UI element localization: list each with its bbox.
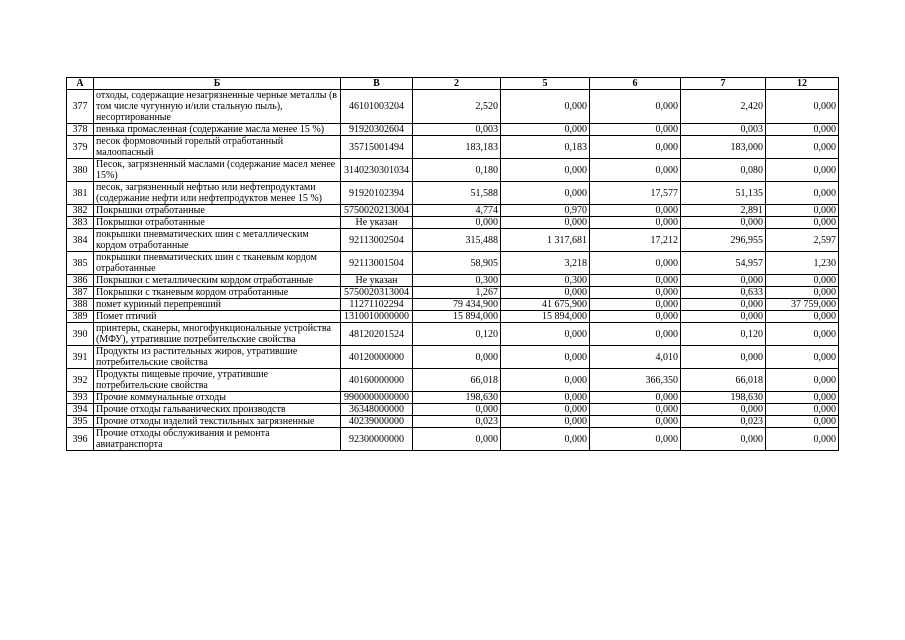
waste-code: 3140230301034 [341, 159, 413, 182]
col-5-value: 15 894,000 [501, 311, 590, 323]
row-number: 394 [67, 404, 94, 416]
col-5-value: 0,000 [501, 159, 590, 182]
col-6-value: 0,000 [590, 428, 681, 451]
waste-name: отходы, содержащие незагрязненные черные металлы (в том числе чугунную и/или стальную пыль), несортированные [94, 90, 341, 124]
col-7-value: 54,957 [681, 252, 766, 275]
col-7-value: 0,000 [681, 346, 766, 369]
row-number: 379 [67, 136, 94, 159]
row-number: 388 [67, 299, 94, 311]
col-7-value: 2,891 [681, 205, 766, 217]
waste-name: пенька промасленная (содержание масла менее 15 %) [94, 124, 341, 136]
header-cell-6: 6 [590, 78, 681, 90]
col-6-value: 17,212 [590, 229, 681, 252]
col-5-value: 0,000 [501, 392, 590, 404]
col-2-value: 0,000 [413, 217, 501, 229]
table-row [67, 416, 839, 428]
waste-code: 91920102394 [341, 182, 413, 205]
row-number: 384 [67, 229, 94, 252]
waste-name: песок формовочный горелый отработанный малоопасный [94, 136, 341, 159]
col-7-value: 198,630 [681, 392, 766, 404]
header-cell-v: В [341, 78, 413, 90]
col-12-value: 0,000 [766, 346, 839, 369]
col-6-value: 0,000 [590, 136, 681, 159]
col-12-value: 37 759,000 [766, 299, 839, 311]
row-number: 396 [67, 428, 94, 451]
row-number: 385 [67, 252, 94, 275]
table-row [67, 159, 839, 182]
waste-name: Покрышки отработанные [94, 205, 341, 217]
col-7-value: 0,120 [681, 323, 766, 346]
col-5-value: 0,000 [501, 182, 590, 205]
col-12-value: 0,000 [766, 392, 839, 404]
table-row [67, 90, 839, 124]
col-2-value: 1,267 [413, 287, 501, 299]
col-7-value: 0,000 [681, 217, 766, 229]
col-12-value: 1,230 [766, 252, 839, 275]
col-2-value: 4,774 [413, 205, 501, 217]
col-12-value: 0,000 [766, 205, 839, 217]
col-5-value: 0,970 [501, 205, 590, 217]
col-5-value: 1 317,681 [501, 229, 590, 252]
col-5-value: 0,000 [501, 369, 590, 392]
table-body [67, 90, 839, 451]
header-cell-a: А [67, 78, 94, 90]
row-number: 387 [67, 287, 94, 299]
col-6-value: 0,000 [590, 311, 681, 323]
header-cell-2: 2 [413, 78, 501, 90]
col-2-value: 198,630 [413, 392, 501, 404]
col-5-value: 0,000 [501, 90, 590, 124]
col-12-value: 0,000 [766, 90, 839, 124]
col-7-value: 183,000 [681, 136, 766, 159]
waste-name: покрышки пневматических шин с тканевым кордом отработанные [94, 252, 341, 275]
row-number: 392 [67, 369, 94, 392]
table-row [67, 229, 839, 252]
col-5-value: 3,218 [501, 252, 590, 275]
col-7-value: 0,000 [681, 428, 766, 451]
table-row [67, 299, 839, 311]
waste-code: 40120000000 [341, 346, 413, 369]
col-2-value: 0,300 [413, 275, 501, 287]
table-row [67, 369, 839, 392]
col-5-value: 0,000 [501, 416, 590, 428]
row-number: 382 [67, 205, 94, 217]
col-6-value: 0,000 [590, 159, 681, 182]
row-number: 381 [67, 182, 94, 205]
waste-code: 11271102294 [341, 299, 413, 311]
col-5-value: 0,000 [501, 124, 590, 136]
waste-name: Прочие отходы обслуживания и ремонта авиатранспорта [94, 428, 341, 451]
col-5-value: 0,300 [501, 275, 590, 287]
row-number: 393 [67, 392, 94, 404]
row-number: 380 [67, 159, 94, 182]
waste-code: 40160000000 [341, 369, 413, 392]
col-2-value: 58,905 [413, 252, 501, 275]
col-7-value: 0,080 [681, 159, 766, 182]
col-7-value: 51,135 [681, 182, 766, 205]
waste-name: Покрышки с металлическим кордом отработанные [94, 275, 341, 287]
col-7-value: 0,023 [681, 416, 766, 428]
waste-code: 92300000000 [341, 428, 413, 451]
col-6-value: 0,000 [590, 416, 681, 428]
table-header [67, 78, 839, 90]
table-row [67, 392, 839, 404]
col-2-value: 0,000 [413, 428, 501, 451]
col-12-value: 0,000 [766, 428, 839, 451]
waste-code: 46101003204 [341, 90, 413, 124]
col-12-value: 0,000 [766, 311, 839, 323]
header-cell-b: Б [94, 78, 341, 90]
col-12-value: 0,000 [766, 323, 839, 346]
col-2-value: 0,120 [413, 323, 501, 346]
col-2-value: 66,018 [413, 369, 501, 392]
col-2-value: 51,588 [413, 182, 501, 205]
col-2-value: 183,183 [413, 136, 501, 159]
header-cell-12: 12 [766, 78, 839, 90]
col-12-value: 0,000 [766, 182, 839, 205]
col-12-value: 0,000 [766, 217, 839, 229]
waste-name: Продукты из растительных жиров, утратившие потребительские свойства [94, 346, 341, 369]
waste-code: 40239000000 [341, 416, 413, 428]
col-7-value: 0,003 [681, 124, 766, 136]
waste-code: 36348000000 [341, 404, 413, 416]
header-row [67, 78, 839, 90]
col-6-value: 0,000 [590, 299, 681, 311]
waste-name: покрышки пневматических шин с металлическим кордом отработанные [94, 229, 341, 252]
row-number: 378 [67, 124, 94, 136]
waste-code: Не указан [341, 217, 413, 229]
table-row [67, 252, 839, 275]
waste-name: Прочие отходы гальванических производств [94, 404, 341, 416]
col-7-value: 0,633 [681, 287, 766, 299]
col-6-value: 0,000 [590, 205, 681, 217]
row-number: 391 [67, 346, 94, 369]
table-row [67, 217, 839, 229]
waste-code: 35715001494 [341, 136, 413, 159]
table-row [67, 275, 839, 287]
col-2-value: 15 894,000 [413, 311, 501, 323]
col-6-value: 0,000 [590, 124, 681, 136]
row-number: 383 [67, 217, 94, 229]
col-6-value: 0,000 [590, 404, 681, 416]
row-number: 386 [67, 275, 94, 287]
col-2-value: 315,488 [413, 229, 501, 252]
col-12-value: 0,000 [766, 136, 839, 159]
waste-name: принтеры, сканеры, многофункциональные устройства (МФУ), утратившие потребительские свойства [94, 323, 341, 346]
table-row [67, 404, 839, 416]
col-5-value: 0,000 [501, 323, 590, 346]
col-6-value: 0,000 [590, 392, 681, 404]
waste-code: 5750020313004 [341, 287, 413, 299]
col-6-value: 0,000 [590, 90, 681, 124]
col-2-value: 0,003 [413, 124, 501, 136]
col-7-value: 296,955 [681, 229, 766, 252]
row-number: 389 [67, 311, 94, 323]
col-12-value: 0,000 [766, 404, 839, 416]
waste-code: Не указан [341, 275, 413, 287]
waste-name: песок, загрязненный нефтью или нефтепродуктами (содержание нефти или нефтепродуктов менее 15 %) [94, 182, 341, 205]
col-7-value: 66,018 [681, 369, 766, 392]
col-7-value: 0,000 [681, 299, 766, 311]
col-7-value: 0,000 [681, 311, 766, 323]
waste-code: 48120201524 [341, 323, 413, 346]
row-number: 377 [67, 90, 94, 124]
col-5-value: 0,000 [501, 287, 590, 299]
table-row [67, 182, 839, 205]
waste-name: Помет птичий [94, 311, 341, 323]
col-6-value: 0,000 [590, 323, 681, 346]
waste-name: Прочие коммунальные отходы [94, 392, 341, 404]
col-12-value: 2,597 [766, 229, 839, 252]
waste-name: Песок, загрязненный маслами (содержание масел менее 15%) [94, 159, 341, 182]
header-cell-5: 5 [501, 78, 590, 90]
waste-name: Продукты пищевые прочие, утратившие потребительские свойства [94, 369, 341, 392]
col-2-value: 79 434,900 [413, 299, 501, 311]
col-6-value: 17,577 [590, 182, 681, 205]
col-12-value: 0,000 [766, 287, 839, 299]
col-6-value: 4,010 [590, 346, 681, 369]
col-5-value: 0,000 [501, 217, 590, 229]
col-2-value: 0,180 [413, 159, 501, 182]
col-5-value: 0,000 [501, 346, 590, 369]
col-5-value: 0,000 [501, 428, 590, 451]
waste-code: 92113001504 [341, 252, 413, 275]
table-row [67, 323, 839, 346]
table-row [67, 428, 839, 451]
waste-code: 91920302604 [341, 124, 413, 136]
waste-name: помет куриный перепревший [94, 299, 341, 311]
col-6-value: 0,000 [590, 275, 681, 287]
col-2-value: 2,520 [413, 90, 501, 124]
col-7-value: 0,000 [681, 404, 766, 416]
waste-code: 9900000000000 [341, 392, 413, 404]
col-12-value: 0,000 [766, 416, 839, 428]
waste-code: 1310010000000 [341, 311, 413, 323]
waste-code: 5750020213004 [341, 205, 413, 217]
col-6-value: 0,000 [590, 287, 681, 299]
table-row [67, 287, 839, 299]
table-row [67, 311, 839, 323]
col-7-value: 0,000 [681, 275, 766, 287]
table-row [67, 124, 839, 136]
col-2-value: 0,023 [413, 416, 501, 428]
col-2-value: 0,000 [413, 404, 501, 416]
table-row [67, 136, 839, 159]
waste-name: Покрышки отработанные [94, 217, 341, 229]
col-12-value: 0,000 [766, 275, 839, 287]
col-2-value: 0,000 [413, 346, 501, 369]
col-6-value: 0,000 [590, 217, 681, 229]
waste-name: Прочие отходы изделий текстильных загрязненные [94, 416, 341, 428]
col-5-value: 0,000 [501, 404, 590, 416]
row-number: 390 [67, 323, 94, 346]
col-12-value: 0,000 [766, 124, 839, 136]
col-12-value: 0,000 [766, 159, 839, 182]
waste-name: Покрышки с тканевым кордом отработанные [94, 287, 341, 299]
row-number: 395 [67, 416, 94, 428]
table-row [67, 205, 839, 217]
col-6-value: 0,000 [590, 252, 681, 275]
table-row [67, 346, 839, 369]
col-5-value: 41 675,900 [501, 299, 590, 311]
col-5-value: 0,183 [501, 136, 590, 159]
col-12-value: 0,000 [766, 369, 839, 392]
header-cell-7: 7 [681, 78, 766, 90]
col-7-value: 2,420 [681, 90, 766, 124]
waste-code: 92113002504 [341, 229, 413, 252]
col-6-value: 366,350 [590, 369, 681, 392]
waste-table [66, 77, 839, 451]
